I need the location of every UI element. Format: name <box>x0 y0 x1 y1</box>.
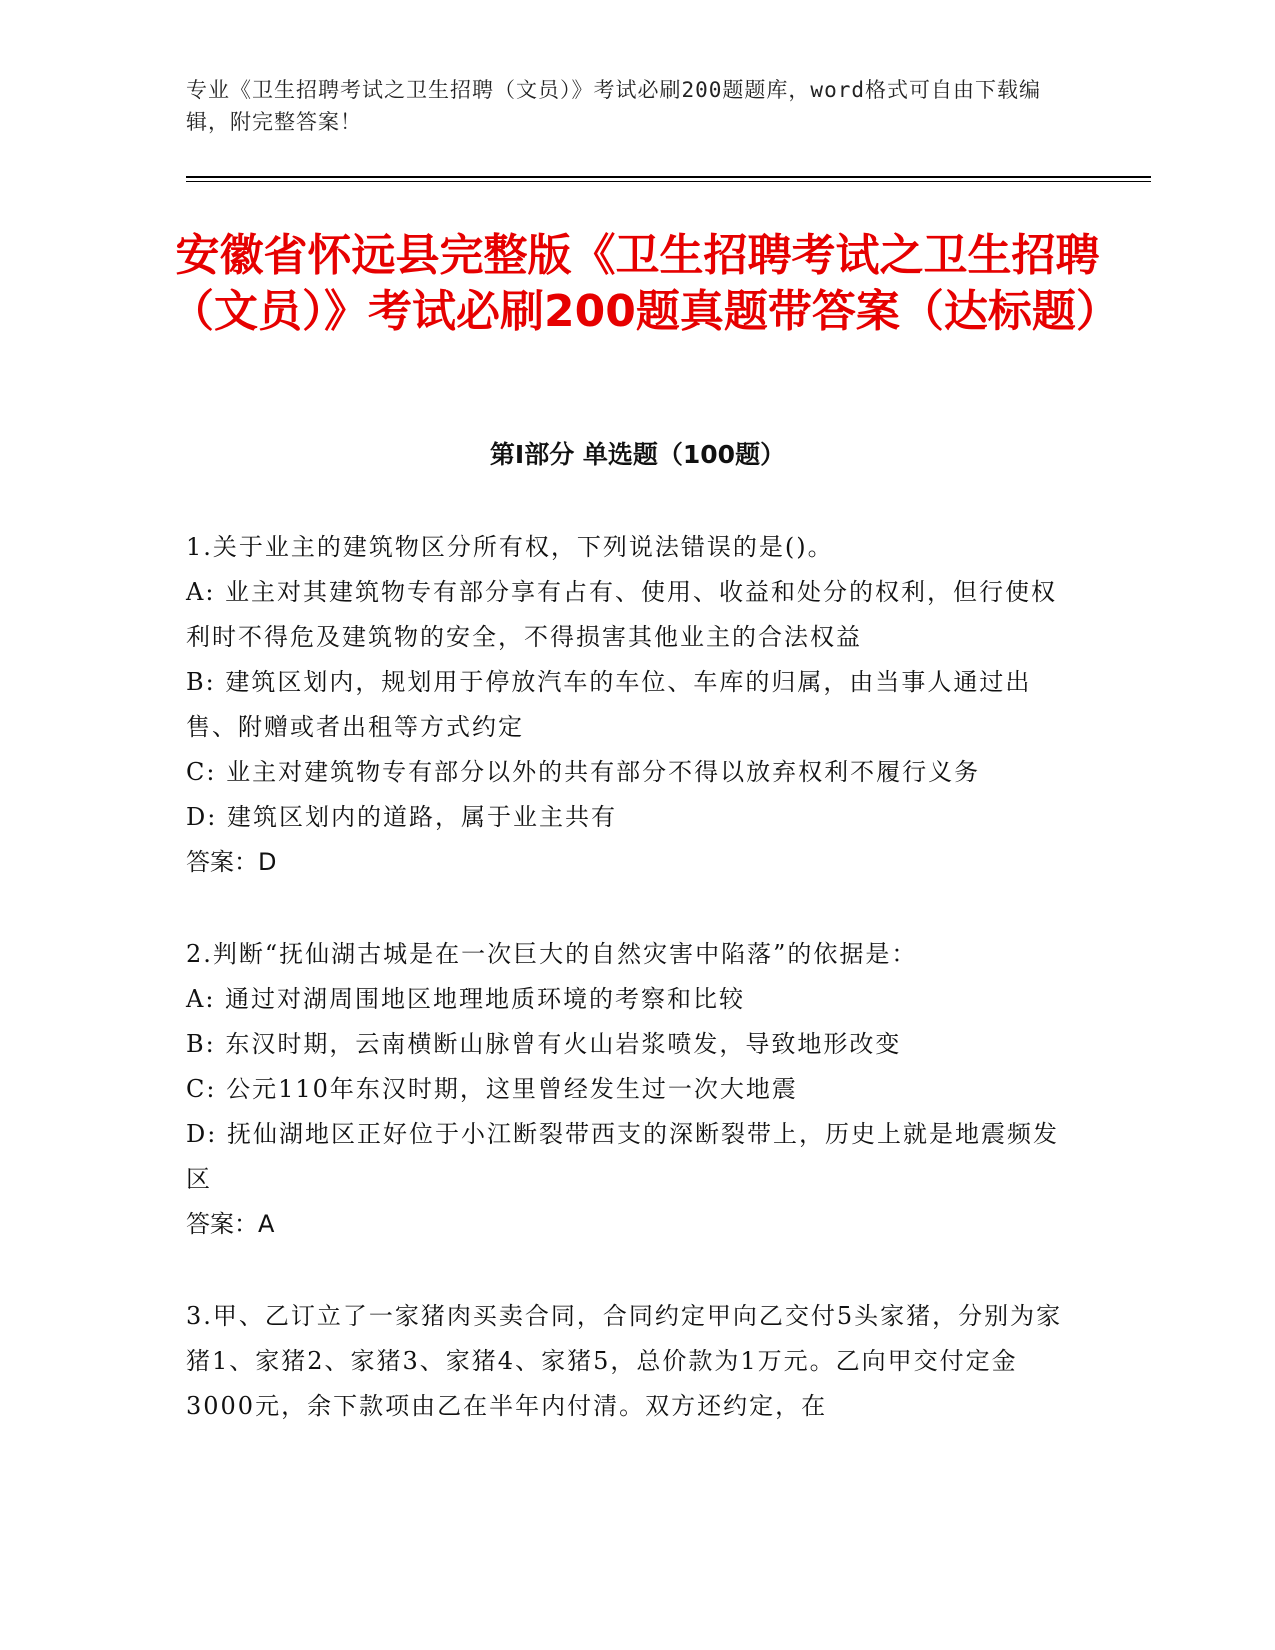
option-d: D: 抚仙湖地区正好位于小江断裂带西支的深断裂带上，历史上就是地震频发区 <box>186 1120 1059 1193</box>
document-title: 安徽省怀远县完整版《卫生招聘考试之卫生招聘（文员）》考试必刷200题真题带答案（达标题） <box>170 230 1120 337</box>
option-c: C: 业主对建筑物专有部分以外的共有部分不得以放弃权利不履行义务 <box>186 758 981 786</box>
answer-line: 答案：A <box>186 1210 275 1238</box>
option-d: D: 建筑区划内的道路，属于业主共有 <box>186 803 617 831</box>
question-stem: 3.甲、乙订立了一家猪肉买卖合同，合同约定甲向乙交付5头家猪，分别为家猪1、家猪2、家猪3、家猪4、家猪5，总价款为1万元。乙向甲交付定金3000元，余下款项由乙在半年内付清。双方还约定，在 <box>186 1302 1063 1420</box>
header-note: 专业《卫生招聘考试之卫生招聘（文员）》考试必刷200题题库，word格式可自由下载编辑，附完整答案！ <box>186 78 1041 134</box>
question-1 <box>186 525 1076 885</box>
question-3 <box>186 1294 1076 1429</box>
option-a: A: 通过对湖周围地区地理地质环境的考察和比较 <box>186 985 746 1013</box>
option-a: A: 业主对其建筑物专有部分享有占有、使用、收益和处分的权利，但行使权利时不得危及建筑物的安全，不得损害其他业主的合法权益 <box>186 578 1058 651</box>
answer-line: 答案：D <box>186 848 277 876</box>
question-2 <box>186 932 1076 1247</box>
option-b: B: 建筑区划内，规划用于停放汽车的车位、车库的归属，由当事人通过出售、附赠或者出租等方式约定 <box>186 668 1032 741</box>
question-stem: 1.关于业主的建筑物区分所有权，下列说法错误的是()。 <box>186 533 834 561</box>
option-b: B: 东汉时期，云南横断山脉曾有火山岩浆喷发，导致地形改变 <box>186 1030 902 1058</box>
header-rule-top <box>186 176 1151 178</box>
header-rule-bottom <box>186 181 1151 182</box>
question-stem: 2.判断“抚仙湖古城是在一次巨大的自然灾害中陷落”的依据是： <box>186 940 918 968</box>
section-heading: 第I部分 单选题（100题） <box>489 440 786 469</box>
question-list <box>186 525 1076 1476</box>
option-c: C: 公元110年东汉时期，这里曾经发生过一次大地震 <box>186 1075 798 1103</box>
